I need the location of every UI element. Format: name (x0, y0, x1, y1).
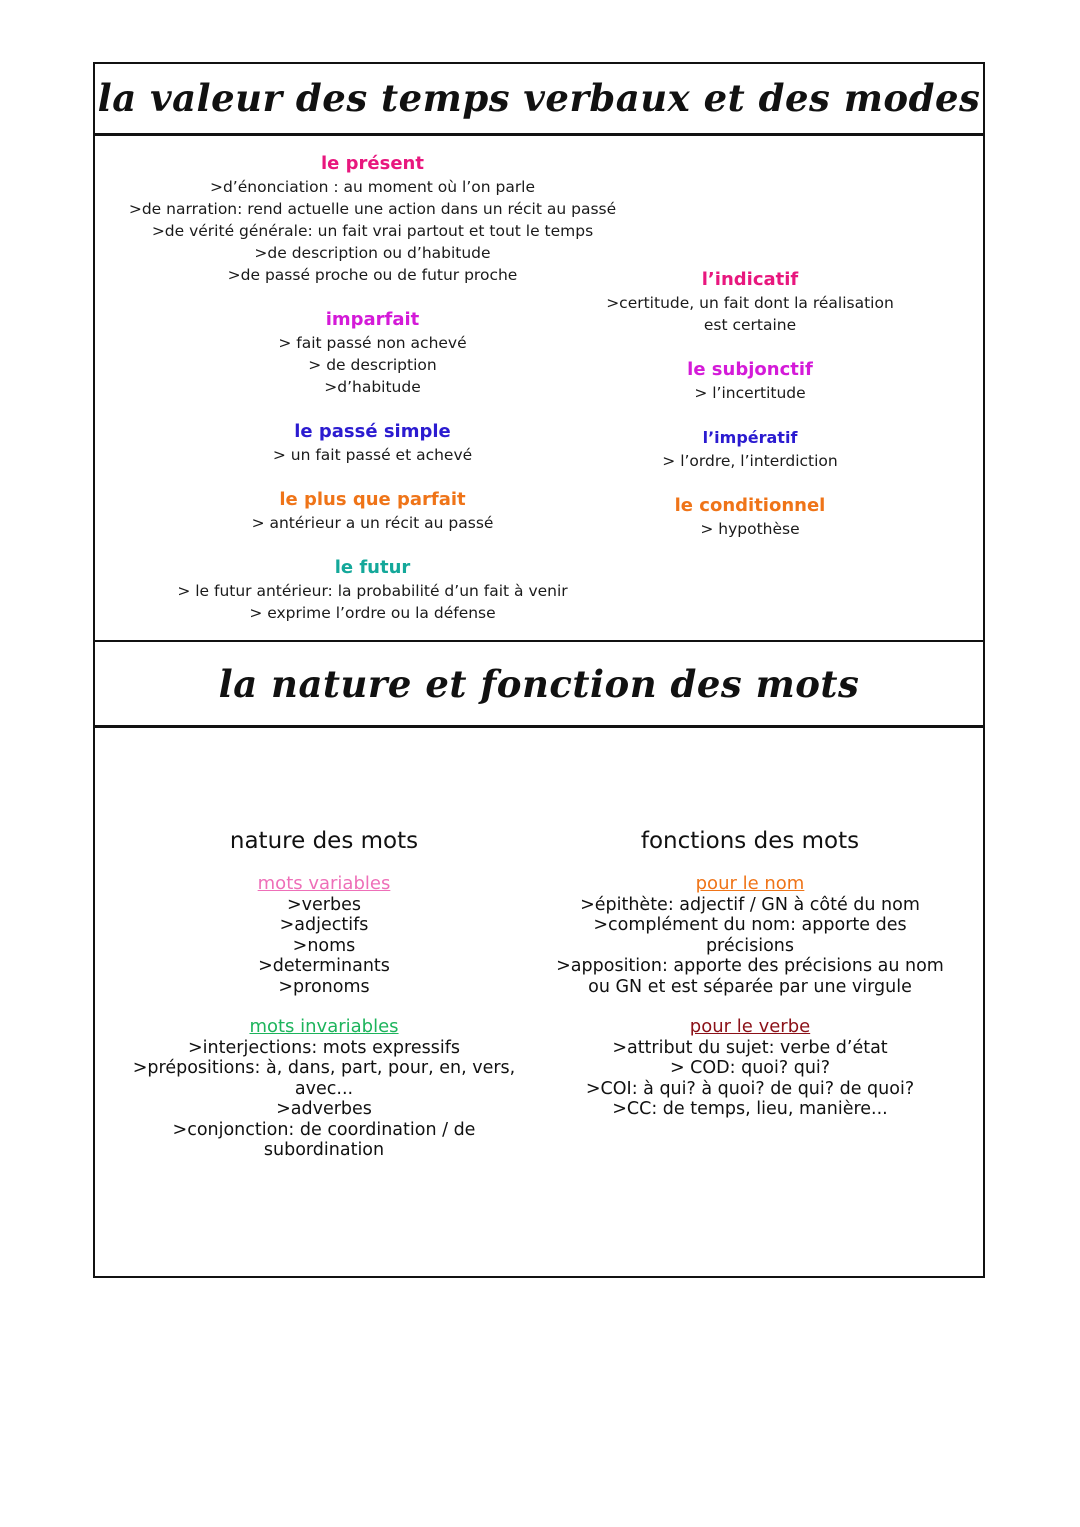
mode-imperatif (600, 426, 900, 472)
nature-column (120, 826, 528, 1181)
tense-heading: le plus que parfait (279, 489, 466, 510)
fonctions-heading: fonctions des mots (640, 828, 860, 854)
tense-heading: le présent (321, 153, 424, 174)
list-item: ou GN et est séparée par une virgule (588, 976, 912, 997)
mode-line: >certitude, un fait dont la réalisation (606, 294, 894, 312)
fonctions-column (545, 826, 955, 1140)
list-item: >determinants (258, 956, 390, 976)
mode-conditionnel (600, 494, 900, 540)
group-pour-le-nom (545, 874, 955, 997)
group-label: mots invariables (249, 1016, 399, 1037)
tense-line: > le futur antérieur: la probabilité d’un fait à venir (177, 582, 568, 600)
modes-column (600, 268, 900, 562)
group-label: pour le verbe (689, 1016, 811, 1037)
list-item: >apposition: apporte des précisions au nom (556, 956, 944, 976)
tense-futur (120, 556, 625, 624)
nature-heading: nature des mots (229, 828, 419, 854)
section-title-temps: la valeur des temps verbaux et des modes (97, 75, 981, 120)
mode-heading: l’impératif (702, 428, 798, 447)
tense-line: >de description ou d’habitude (254, 244, 491, 262)
mode-subjonctif (600, 358, 900, 404)
tense-imparfait (120, 308, 625, 398)
mode-line: est certaine (703, 316, 797, 334)
tense-line: >d’habitude (324, 378, 421, 396)
list-item: >complément du nom: apporte des (593, 915, 907, 935)
list-item: >COI: à qui? à quoi? de qui? de quoi? (585, 1078, 915, 1099)
list-item: > COD: quoi? qui? (669, 1058, 831, 1078)
list-item: >prépositions: à, dans, part, pour, en, vers, (132, 1058, 516, 1078)
list-item: >pronoms (278, 976, 370, 997)
tense-passe-simple (120, 420, 625, 466)
tense-line: > de description (308, 356, 437, 374)
mode-indicatif (600, 268, 900, 336)
list-item: >épithète: adjectif / GN à côté du nom (580, 894, 920, 915)
list-item: >verbes (287, 894, 361, 915)
list-item: >attribut du sujet: verbe d’état (612, 1037, 888, 1058)
tense-line: >d’énonciation : au moment où l’on parle (209, 178, 536, 196)
list-item: >adverbes (276, 1099, 372, 1119)
list-item: précisions (705, 935, 795, 956)
list-item: >adjectifs (279, 915, 369, 935)
tense-line: >de narration: rend actuelle une action dans un récit au passé (128, 200, 617, 218)
list-item: subordination (263, 1140, 385, 1160)
group-mots-variables (120, 874, 528, 997)
tense-line: > fait passé non achevé (278, 334, 467, 352)
section-title-bar-temps (93, 62, 985, 136)
group-pour-le-verbe (545, 1017, 955, 1120)
tense-plus-que-parfait (120, 488, 625, 534)
tense-present (120, 152, 625, 286)
list-item: >noms (292, 935, 356, 956)
tenses-column (120, 152, 625, 646)
list-item: >interjections: mots expressifs (188, 1037, 460, 1058)
section-title-mots: la nature et fonction des mots (218, 661, 860, 706)
mode-line: > l’ordre, l’interdiction (662, 452, 838, 470)
tense-line: >de passé proche ou de futur proche (227, 266, 518, 284)
list-item: >conjonction: de coordination / de (172, 1119, 476, 1140)
mode-heading: l’indicatif (701, 269, 799, 290)
group-label: pour le nom (695, 873, 805, 894)
mode-heading: le subjonctif (687, 359, 813, 380)
tense-line: > antérieur a un récit au passé (251, 514, 494, 532)
mode-line: > hypothèse (700, 520, 800, 538)
tense-heading: le passé simple (294, 421, 451, 442)
group-mots-invariables (120, 1017, 528, 1161)
mode-heading: le conditionnel (674, 495, 826, 516)
tense-line: > un fait passé et achevé (272, 446, 473, 464)
tense-heading: le futur (334, 557, 411, 578)
list-item: avec... (294, 1078, 354, 1099)
tense-heading: imparfait (325, 309, 420, 330)
group-label: mots variables (257, 873, 391, 894)
section-title-bar-mots (93, 640, 985, 728)
tense-line: >de vérité générale: un fait vrai partout et tout le temps (151, 222, 594, 240)
list-item: >CC: de temps, lieu, manière... (612, 1099, 888, 1119)
tense-line: > exprime l’ordre ou la défense (249, 604, 496, 622)
mode-line: > l’incertitude (694, 384, 806, 402)
